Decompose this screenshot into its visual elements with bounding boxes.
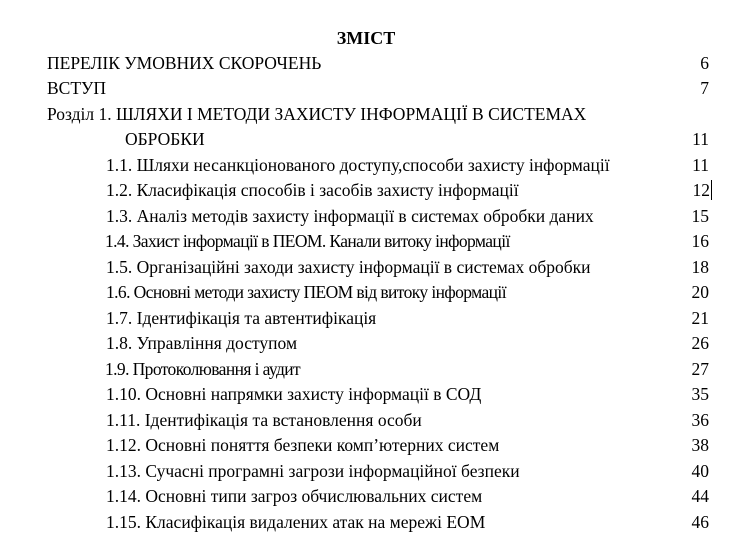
toc-entry-1-1[interactable] — [47, 153, 709, 177]
toc-entry-1-10[interactable] — [47, 382, 709, 406]
toc-entry-label: 1.11. Ідентифікація та встановлення особи — [106, 410, 422, 430]
toc-entry-label: 1.9. Протоколювання і аудит — [105, 359, 301, 379]
toc-entry-1-8[interactable] — [47, 331, 709, 355]
toc-entry-page: 38 — [691, 435, 709, 455]
toc-entry-1-3[interactable] — [47, 204, 709, 228]
toc-entry-label: ОБРОБКИ — [125, 129, 205, 149]
toc-entry-page: 46 — [691, 512, 709, 532]
toc-entry-label: 1.6. Основні методи захисту ПЕОМ від витоку інформації — [106, 282, 506, 302]
toc-entry-page: 35 — [691, 384, 709, 404]
toc-entry-label: 1.12. Основні поняття безпеки комп’ютерних систем — [106, 435, 500, 455]
toc-entry-label: ВСТУП — [47, 78, 107, 98]
toc-entry-1-4[interactable] — [47, 229, 709, 253]
toc-entry-1-6[interactable] — [47, 280, 709, 304]
toc-entry-label: 1.7. Ідентифікація та автентифікація — [106, 308, 377, 328]
toc-entry-1-11[interactable] — [47, 408, 709, 432]
toc-entry-label: 1.5. Організаційні заходи захисту інформації в системах обробки — [106, 257, 591, 277]
toc-entry-label: 1.8. Управління доступом — [106, 333, 298, 353]
toc-title: ЗМІСТ — [336, 28, 396, 48]
toc-entry-page: 40 — [691, 461, 709, 481]
toc-entry-1-5[interactable] — [47, 255, 709, 279]
text-cursor — [711, 180, 713, 200]
toc-entry-page: 44 — [691, 486, 709, 506]
toc-entry-label: 1.1. Шляхи несанкціонованого доступу,способи захисту інформації — [106, 155, 610, 175]
toc-entry-page: 21 — [691, 308, 709, 328]
toc-entry-1-9[interactable] — [47, 357, 709, 381]
toc-entry-page: 6 — [700, 53, 709, 73]
toc-entry-page: 20 — [691, 282, 709, 302]
toc-entry-1-13[interactable] — [47, 459, 709, 483]
toc-entry-label: 1.3. Аналіз методів захисту інформації в системах обробки даних — [106, 206, 594, 226]
toc-entry-1-12[interactable] — [47, 433, 709, 457]
toc-entry-page: 7 — [700, 78, 709, 98]
toc-entry-page: 11 — [692, 129, 709, 149]
toc-entry-label: 1.14. Основні типи загроз обчислювальних систем — [106, 486, 483, 506]
toc-entry-page: 11 — [692, 155, 709, 175]
toc-entry-page: 27 — [691, 359, 709, 379]
toc-entry-page: 15 — [691, 206, 709, 226]
toc-entry-label: 1.10. Основні напрямки захисту інформації в СОД — [106, 384, 482, 404]
toc-entry-1-2[interactable] — [47, 178, 709, 202]
toc-entry-page: 18 — [691, 257, 709, 277]
toc-entry-label: ПЕРЕЛІК УМОВНИХ СКОРОЧЕНЬ — [47, 53, 322, 73]
toc-entry-label: 1.13. Сучасні програмні загрози інформаційної безпеки — [106, 461, 520, 481]
toc-entry-1-14[interactable] — [47, 484, 709, 508]
toc-entry-abbreviations[interactable] — [47, 51, 709, 75]
toc-entry-label: 1.2. Класифікація способів і засобів захисту інформації — [106, 180, 519, 200]
toc-entry-page: 36 — [691, 410, 709, 430]
toc-entry-1-15[interactable] — [47, 510, 709, 534]
toc-entry-label: 1.4. Захист інформації в ПЕОМ. Канали витоку інформації — [105, 231, 510, 251]
toc-entry-label: 1.15. Класифікація видалених атак на мережі ЕОМ — [106, 512, 486, 532]
toc-entry-chapter-1[interactable] — [47, 102, 709, 126]
toc-entry-chapter-1-continuation[interactable] — [47, 127, 709, 151]
toc-entry-page: 16 — [691, 231, 709, 251]
toc-entry-introduction[interactable] — [47, 76, 709, 100]
toc-entry-1-7[interactable] — [47, 306, 709, 330]
toc-entry-page: 12 — [692, 180, 710, 200]
toc-entry-page: 26 — [691, 333, 709, 353]
toc-entry-label: Розділ 1. ШЛЯХИ І МЕТОДИ ЗАХИСТУ ІНФОРМАЦІЇ В СИСТЕМАХ — [47, 104, 587, 124]
